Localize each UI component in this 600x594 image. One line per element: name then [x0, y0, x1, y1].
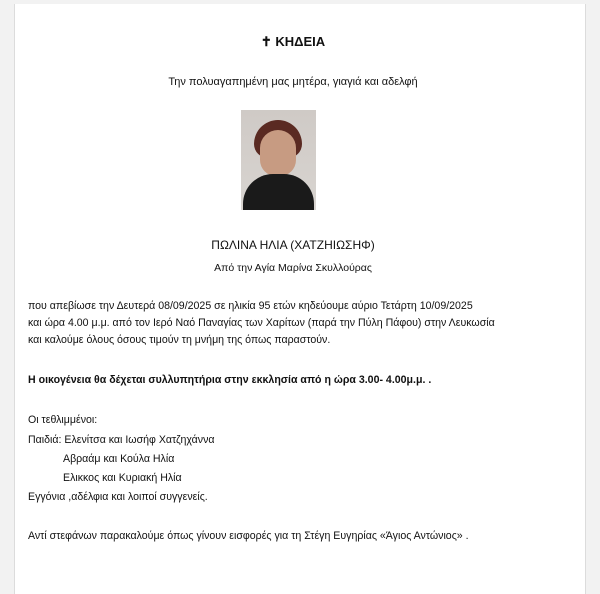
children-line: Παιδιά: Ελενίτσα και Ιωσήφ Χατζηχάννα	[28, 434, 215, 446]
announcement-line-3: και καλούμε όλους όσους τιμούν τη μνήμη της όπως παραστούν.	[28, 334, 331, 346]
notice-title: ✝ ΚΗΔΕΙΑ	[260, 34, 326, 49]
child-couple-2: Αβραάμ και Κούλα Ηλία	[63, 453, 175, 465]
deceased-origin: Από την Αγία Μαρίνα Σκυλλούρας	[214, 262, 372, 274]
funeral-notice	[14, 4, 586, 594]
condolences-note: Η οικογένεια θα δέχεται συλλυπητήρια στην εκκλησία από η ώρα 3.00- 4.00μ.μ. .	[28, 374, 432, 386]
notice-subtitle: Την πολυαγαπημένη μας μητέρα, γιαγιά και αδελφή	[168, 76, 418, 88]
portrait-photo	[241, 110, 316, 210]
child-couple-3: Ελικκος και Κυριακή Ηλία	[63, 472, 182, 484]
announcement-line-2: και ώρα 4.00 μ.μ. από τον Ιερό Ναό Παναγίας των Χαρίτων (παρά την Πύλη Πάφου) στην Λευκωσία	[28, 317, 495, 329]
announcement-line-1: που απεβίωσε την Δευτερά 08/09/2025 σε ηλικία 95 ετών κηδεύουμε αύριο Τετάρτη 10/09/2025	[28, 300, 473, 312]
deceased-name: ΠΩΛΙΝΑ ΗΛΙΑ (ΧΑΤΖΗΙΩΣΗΦ)	[211, 238, 375, 252]
wreath-note: Αντί στεφάνων παρακαλούμε όπως γίνουν εισφορές για τη Στέγη Ευγηρίας «Άγιος Αντώνιος» .	[28, 530, 469, 542]
other-relatives: Εγγόνια ,αδέλφια και λοιποί συγγενείς.	[28, 491, 208, 503]
mourners-heading: Οι τεθλιμμένοι:	[28, 414, 98, 426]
